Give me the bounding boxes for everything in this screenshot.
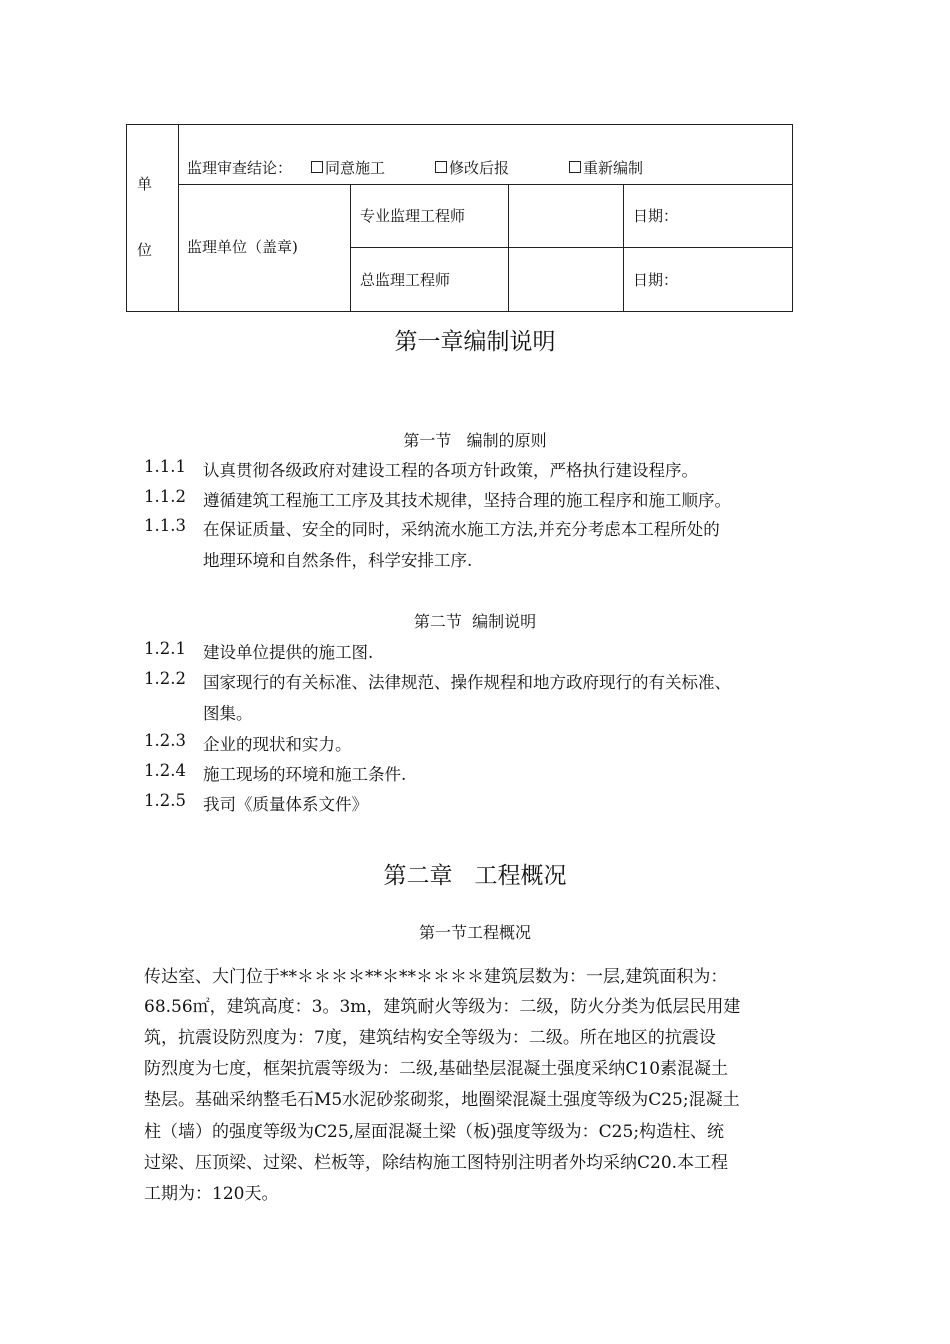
- checkbox-icon[interactable]: [435, 161, 447, 173]
- option-label: 重新编制: [583, 159, 644, 177]
- overview-line: 柱（墙）的强度等级为C25,屋面混凝土梁（板)强度等级为：C25;构造柱、统: [144, 1122, 725, 1142]
- overview-line: 筑，抗震设防烈度为：7度，建筑结构安全等级为：二级。所在地区的抗震设: [144, 1028, 716, 1048]
- supervision-unit-label: 监理单位（盖章): [187, 238, 298, 256]
- table-divider: [350, 184, 351, 312]
- table-divider: [178, 124, 179, 312]
- overview-line: 垫层。基础采纳整毛石M5水泥砂浆砌浆，地圈梁混凝土强度等级为C25;混凝土: [144, 1090, 740, 1110]
- option-label: 同意施工: [325, 159, 386, 177]
- table-divider: [178, 184, 793, 185]
- section-title: 第一节 编制的原则: [403, 431, 547, 450]
- item-text: 遵循建筑工程施工工序及其技术规律，坚持合理的施工程序和施工顺序。: [203, 491, 731, 510]
- item-number: 1.2.5: [144, 791, 186, 810]
- section-title: 第一节工程概况: [418, 923, 531, 942]
- table-divider: [350, 247, 793, 248]
- option-label: 修改后报: [449, 159, 510, 177]
- table-border: [126, 124, 793, 125]
- table-border: [126, 124, 127, 312]
- chapter-title: 第二章 工程概况: [383, 863, 567, 889]
- item-number: 1.2.1: [144, 639, 186, 658]
- side-label-top: 单: [137, 175, 153, 193]
- review-row: [187, 157, 777, 179]
- item-number: 1.1.3: [144, 516, 186, 535]
- overview-line: 传达室、大门位于**＊＊＊＊**＊**＊＊＊＊建筑层数为：一层,建筑面积为：: [144, 967, 728, 987]
- item-number: 1.1.1: [144, 457, 186, 476]
- item-text: 企业的现状和实力。: [203, 735, 352, 754]
- item-text: 在保证质量、安全的同时，采纳流水施工方法,并充分考虑本工程所处的: [203, 520, 720, 539]
- date-label: 日期：: [633, 271, 679, 289]
- overview-line: 68.56㎡，建筑高度：3。3m，建筑耐火等级为：二级，防火分类为低层民用建: [144, 997, 741, 1017]
- checkbox-icon[interactable]: [311, 161, 323, 173]
- item-text: 施工现场的环境和施工条件.: [203, 765, 407, 784]
- signature-field[interactable]: [510, 186, 620, 244]
- option-approve[interactable]: [311, 157, 385, 178]
- side-label-bottom: 位: [137, 241, 153, 259]
- item-text: 建设单位提供的施工图.: [203, 643, 374, 662]
- table-border: [126, 311, 793, 312]
- item-number: 1.2.4: [144, 761, 186, 780]
- role-label: 总监理工程师: [360, 271, 451, 289]
- table-divider: [508, 184, 509, 312]
- item-number: 1.2.3: [144, 731, 186, 750]
- approval-table: [126, 124, 793, 312]
- review-label: 监理审查结论：: [187, 159, 293, 177]
- overview-line: 防烈度为七度，框架抗震等级为：二级,基础垫层混凝土强度采纳C10素混凝土: [144, 1059, 729, 1079]
- item-text: 认真贯彻各级政府对建设工程的各项方针政策，严格执行建设程序。: [203, 461, 698, 480]
- item-number: 1.1.2: [144, 487, 186, 506]
- option-redo[interactable]: [569, 157, 643, 178]
- section-title: 第二节 编制说明: [413, 612, 537, 631]
- table-divider: [623, 184, 624, 312]
- date-label: 日期：: [633, 207, 679, 225]
- checkbox-icon[interactable]: [569, 161, 581, 173]
- item-text: 我司《质量体系文件》: [203, 795, 368, 814]
- role-label: 专业监理工程师: [360, 207, 466, 225]
- item-text: 国家现行的有关标准、法律规范、操作规程和地方政府现行的有关标准、: [203, 673, 731, 692]
- signature-field[interactable]: [510, 250, 620, 308]
- item-text-continued: 图集。: [203, 704, 253, 723]
- item-number: 1.2.2: [144, 669, 186, 688]
- item-text-continued: 地理环境和自然条件，科学安排工序.: [203, 551, 473, 570]
- overview-line: 工期为：120天。: [144, 1184, 279, 1204]
- table-border: [792, 124, 793, 312]
- chapter-title: 第一章编制说明: [394, 329, 556, 355]
- overview-line: 过梁、压顶梁、过梁、栏板等，除结构施工图特别注明者外均采纳C20.本工程: [144, 1153, 729, 1173]
- option-revise[interactable]: [435, 157, 509, 178]
